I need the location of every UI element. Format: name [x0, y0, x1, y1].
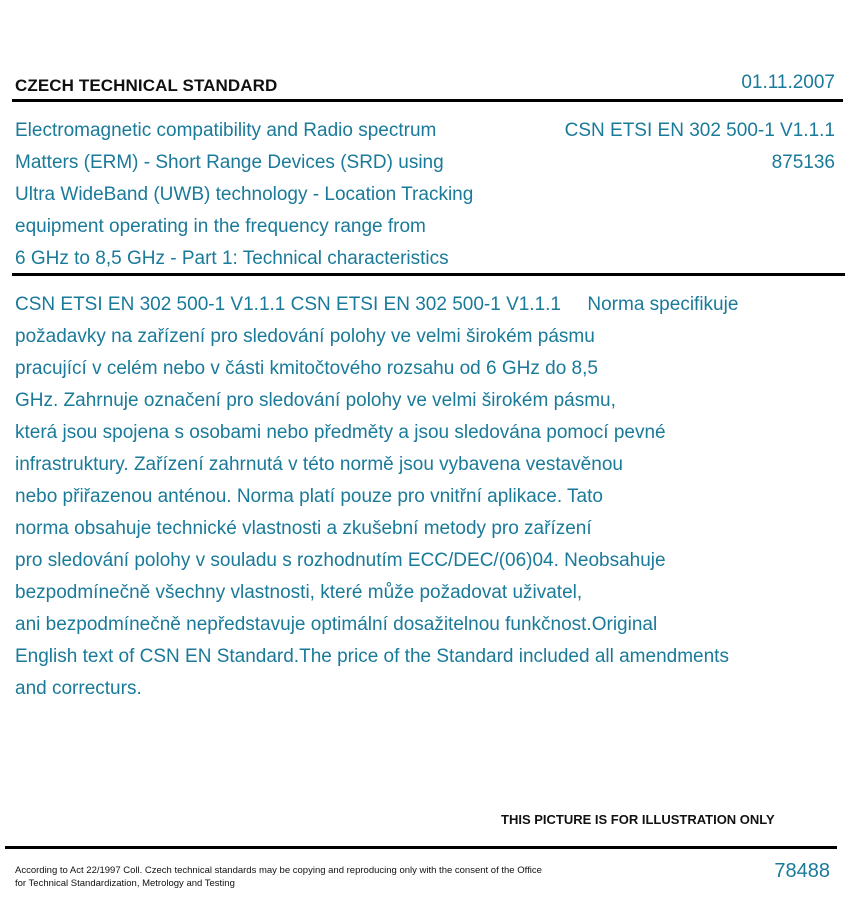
description-line: infrastruktury. Zařízení zahrnutá v této normě jsou vybavena vestavěnou: [15, 454, 623, 475]
illustration-note: THIS PICTURE IS FOR ILLUSTRATION ONLY: [501, 812, 775, 827]
standard-codes: [565, 115, 835, 179]
description-line: nebo přiřazenou anténou. Norma platí pouze pro vnitřní aplikace. Tato: [15, 486, 603, 507]
description-line: která jsou spojena s osobami nebo předměty a jsou sledována pomocí pevné: [15, 422, 666, 443]
description-line: ani bezpodmínečně nepředstavuje optimální dosažitelnou funkčnost.Original: [15, 614, 658, 635]
title-line: Matters (ERM) - Short Range Devices (SRD) using: [15, 152, 444, 173]
description-line: pracující v celém nebo v části kmitočtového rozsahu od 6 GHz do 8,5: [15, 358, 598, 379]
description-line: norma obsahuje technické vlastnosti a zkušební metody pro zařízení: [15, 518, 592, 539]
title-line: Electromagnetic compatibility and Radio spectrum: [15, 120, 437, 141]
standard-code: CSN ETSI EN 302 500-1 V1.1.1: [564, 120, 835, 141]
description-line: GHz. Zahrnuje označení pro sledování polohy ve velmi širokém pásmu,: [15, 390, 616, 411]
standard-description: [15, 289, 835, 705]
description-line: CSN ETSI EN 302 500-1 V1.1.1 CSN ETSI EN 302 500-1 V1.1.1 Norma specifikuje: [15, 294, 739, 315]
title-line: equipment operating in the frequency range from: [15, 216, 426, 237]
footer-divider: [5, 846, 837, 849]
description-line: bezpodmínečně všechny vlastnosti, které může požadovat uživatel,: [15, 582, 583, 603]
title-line: 6 GHz to 8,5 GHz - Part 1: Technical characteristics: [15, 248, 449, 269]
catalog-number: 875136: [771, 152, 835, 173]
header-divider: [12, 99, 843, 102]
description-line: požadavky na zařízení pro sledování polohy ve velmi širokém pásmu: [15, 326, 595, 347]
legal-line: for Technical Standardization, Metrology and Testing: [15, 878, 235, 889]
title-line: Ultra WideBand (UWB) technology - Location Tracking: [15, 184, 474, 205]
description-line: and correcturs.: [15, 678, 142, 699]
description-line: pro sledování polohy v souladu s rozhodnutím ECC/DEC/(06)04. Neobsahuje: [15, 550, 666, 571]
description-line: English text of CSN EN Standard.The price of the Standard included all amendments: [15, 646, 729, 667]
standard-title: [15, 115, 545, 275]
document-type-label: CZECH TECHNICAL STANDARD: [15, 76, 278, 95]
legal-line: According to Act 22/1997 Coll. Czech technical standards may be copying and reproducing only with the consent of the Office: [15, 865, 542, 876]
price-code: 78488: [774, 860, 830, 882]
publication-date: 01.11.2007: [741, 72, 835, 93]
legal-notice: [15, 864, 615, 890]
title-divider: [12, 273, 845, 276]
